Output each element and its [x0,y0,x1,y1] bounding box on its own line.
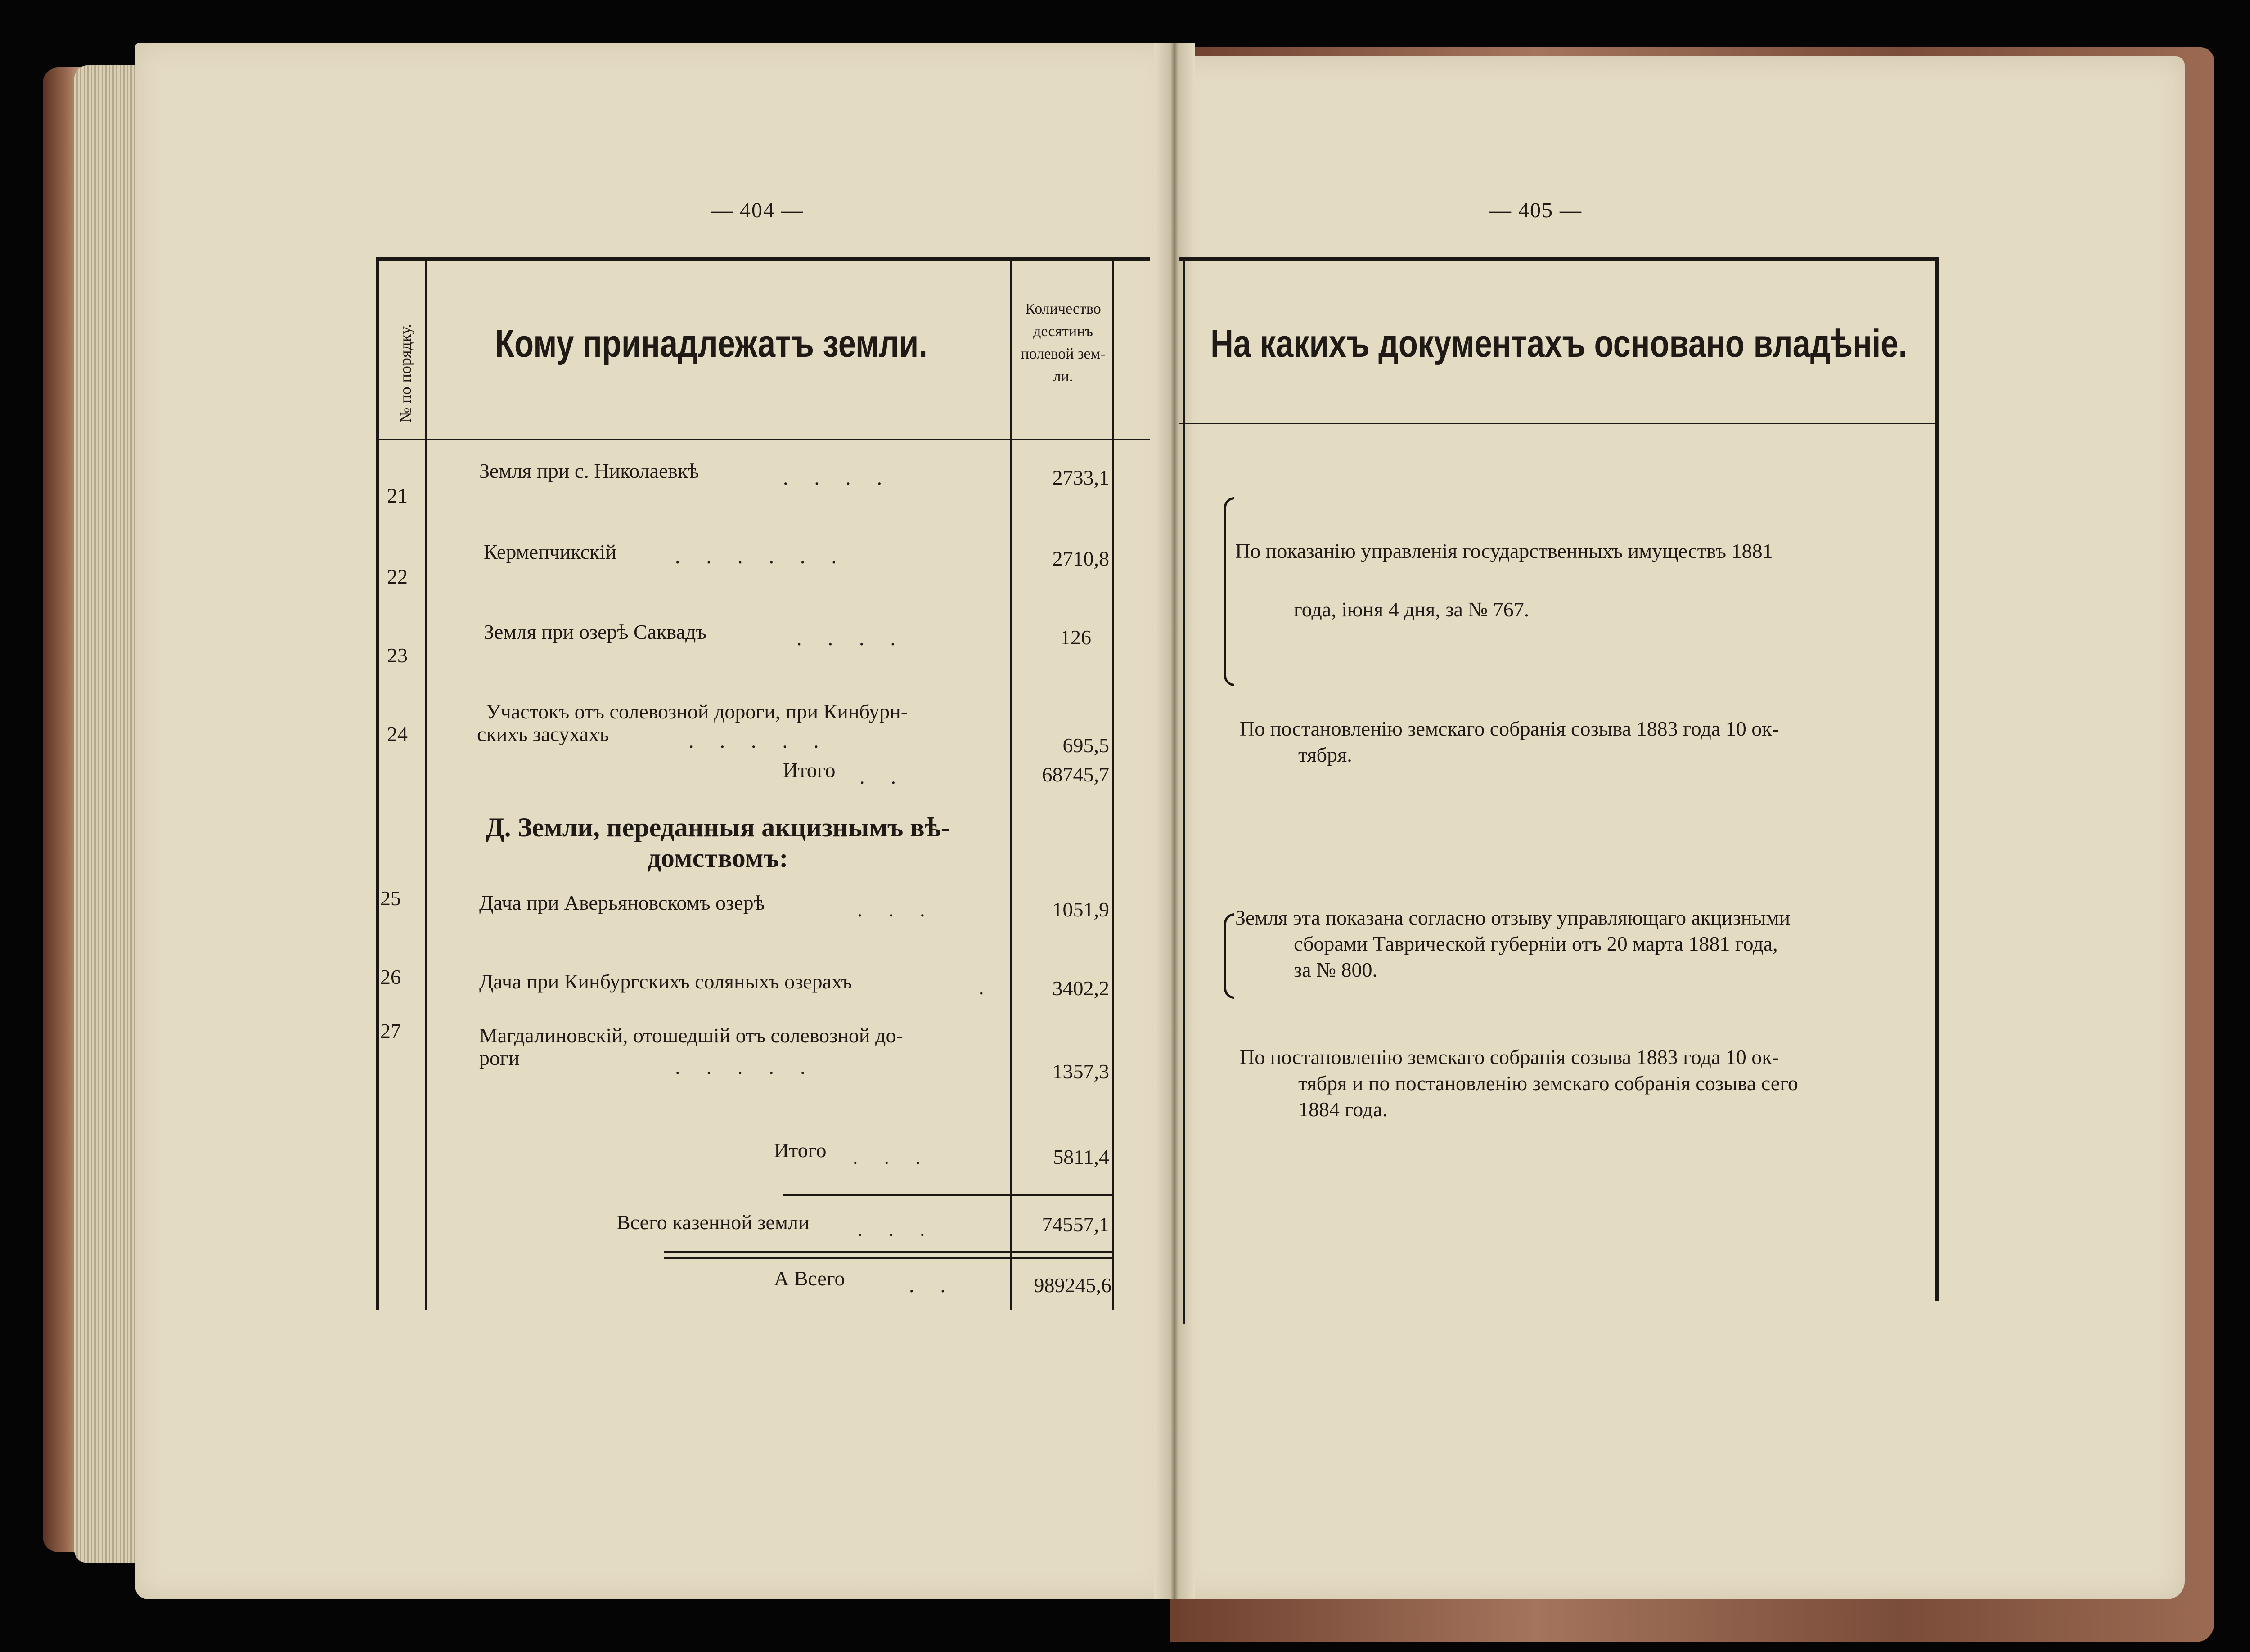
column-right-border [1112,257,1114,1310]
row-number: 23 [387,644,408,667]
row-name: Дача при Аверьяновскомъ озерѣ [479,891,765,914]
row-name: Кермепчикскій [484,540,616,563]
subtotal-value: 68745,7 [1042,763,1109,786]
entry-line: года, іюня 4 дня, за № 767. [1294,598,1530,621]
grand-total-label: А Всего [774,1267,845,1290]
section-heading-line: домствомъ: [647,843,788,873]
entry-line: тября. [1298,743,1352,766]
right-page [1174,56,2185,1599]
row-value: 1051,9 [1052,898,1109,921]
state-total-value: 74557,1 [1042,1213,1109,1236]
row-name: Дача при Кинбургскихъ соляныхъ озерахъ [479,970,852,993]
entry-bracket [1224,497,1234,686]
leader-dots: ...... [675,545,863,568]
subtotal-rule [783,1194,1114,1196]
leader-dots: .... [783,466,908,489]
header-title-right: На какихъ документахъ основано владѣніе. [1210,322,1908,365]
amount-label-line: десятинъ [1033,323,1093,340]
entry-line: По постановленію земскаго собранія созыва 1883 года 10 ок- [1240,1046,1779,1068]
subtotal-label: Итого [783,759,836,781]
leader-dots: ... [857,1217,951,1240]
grand-total-value: 989245,6 [1034,1274,1112,1297]
table-top-rule [376,257,1150,261]
right-table-left-border [1183,257,1185,1324]
entry-text [1235,902,1919,986]
entry-line: 1884 года. [1298,1098,1388,1121]
row-value: 2710,8 [1052,547,1109,570]
page-number-left: — 404 — [711,198,804,222]
row-name: Земля при озерѣ Саквадъ [484,620,707,643]
column-divider-amount [1010,257,1012,1310]
row-number: 26 [380,965,401,988]
amount-label-line: ли. [1053,368,1073,385]
row-value: 3402,2 [1052,977,1109,1000]
subtotal-value: 5811,4 [1053,1145,1109,1168]
table-header-rule [376,439,1150,440]
leader-dots: ..... [688,729,845,752]
row-number: 22 [387,565,408,588]
subtotal-label: Итого [774,1139,827,1162]
page-number-right: — 405 — [1490,198,1582,222]
row-number: 27 [380,1019,401,1042]
header-row-number-label: № по порядку. [396,323,414,423]
entry-line: тября и по постановленію земскаго собранія созыва сего [1298,1072,1798,1095]
section-d-heading [441,812,994,873]
leader-dots: .. [909,1274,972,1297]
entry-line: По показанію управленія государственныхъ имуществъ 1881 [1235,539,1773,562]
leader-dots: ... [853,1145,947,1168]
right-table-right-border [1935,257,1939,1301]
state-total-label: Всего казенной земли [616,1211,810,1234]
total-double-rule [664,1257,1114,1259]
right-table-header-rule [1179,423,1940,424]
row-value: 2733,1 [1052,466,1109,489]
table-left-border [376,257,379,1310]
row-name-line: Магдалиновскій, отошедшій отъ солевозной до- [479,1024,903,1047]
total-double-rule [664,1251,1114,1253]
row-name-line: Участокъ отъ солевозной дороги, при Кинбурн- [486,700,908,723]
leader-dots: ... [857,898,951,921]
document-entry [1240,1041,1924,1125]
column-divider-no [425,257,427,1310]
leader-dots: .. [860,765,922,788]
row-name-line: скихъ засухахъ [477,723,609,745]
entry-line: сборами Таврической губерніи отъ 20 марта 1881 года, [1294,932,1778,955]
entry-text [1235,535,1919,625]
header-amount-label [1012,298,1114,388]
row-value: 1357,3 [1052,1060,1109,1083]
row-number: 24 [387,723,408,745]
amount-label-line: Количество [1025,301,1101,317]
entry-line: Земля эта показана согласно отзыву управляющаго акцизными [1235,906,1791,929]
row-name: Земля при с. Николаевкѣ [479,459,699,482]
document-entry [1240,713,1924,771]
amount-label-line: полевой зем- [1021,346,1106,362]
leader-dots: ..... [675,1055,832,1078]
row-number: 21 [387,484,408,507]
entry-bracket [1224,913,1234,999]
header-title-left: Кому принадлежатъ земли. [495,322,927,365]
entry-line: По постановленію земскаго собранія созыва 1883 года 10 ок- [1240,717,1779,740]
right-table-top-rule [1179,257,1940,261]
row-value: 695,5 [1062,734,1109,757]
leader-dots: . [979,976,1010,999]
entry-line: за № 800. [1294,958,1377,981]
row-number: 25 [380,887,401,910]
section-heading-line: Д. Земли, переданныя акцизнымъ вѣ- [486,813,950,842]
row-value: 126 [1060,626,1091,649]
leader-dots: .... [796,627,922,650]
book-gutter [1154,43,1195,1599]
row-name-line: роги [479,1046,520,1069]
